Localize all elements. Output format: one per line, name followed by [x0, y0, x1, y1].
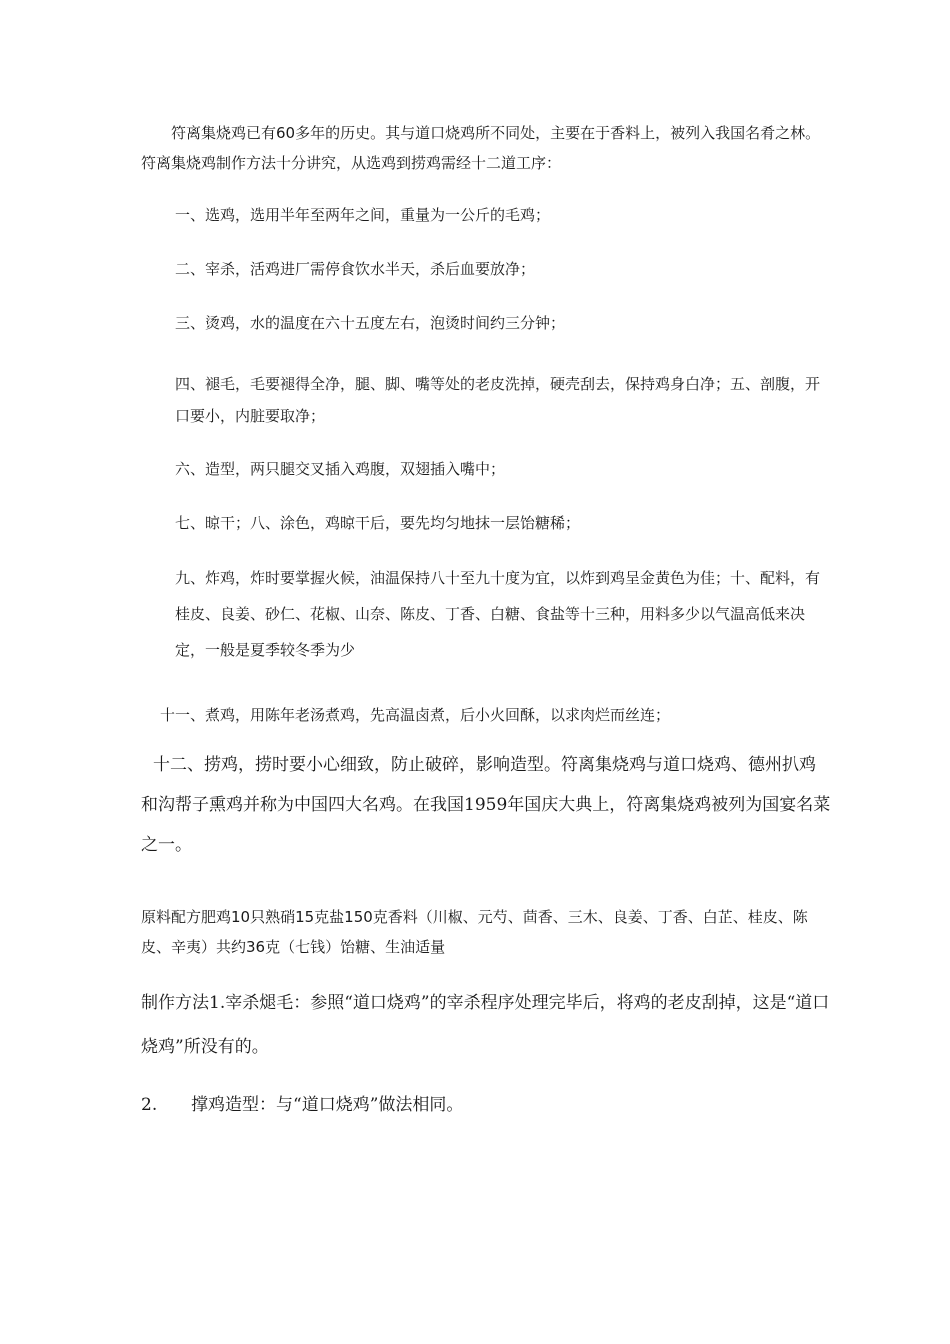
method-step-2 [141, 1087, 831, 1123]
step-4-5-pluck-and-gut: 四、褪毛，毛要褪得全净，腿、脚、嘴等处的老皮洗掉，硬壳刮去，保持鸡身白净；五、剖腹，开口要小，内脏要取净； [175, 375, 821, 425]
step-12-remove: 十二、捞鸡，捞时要小心细致，防止破碎，影响造型。符离集烧鸡与道口烧鸡、德州扒鸡和沟帮子熏鸡并称为中国四大名鸡。在我国1959年国庆大典上，符离集烧鸡被列为国宴名菜之一。 [141, 755, 831, 855]
step-7-8-dry-and-coat: 七、晾干；八、涂色，鸡晾干后，要先均匀地抹一层饴糖稀； [175, 514, 581, 532]
step-9-10-fry-and-season: 九、炸鸡，炸时要掌握火候，油温保持八十至九十度为宜，以炸到鸡呈金黄色为佳；十、配料，有桂皮、良姜、砂仁、花椒、山奈、陈皮、丁香、白糖、食盐等十三种，用料多少以气温高低来决定，一般是夏季较冬季为少 [175, 569, 821, 659]
step-6-shaping: 六、造型，两只腿交叉插入鸡腹，双翅插入嘴中； [175, 460, 506, 478]
step-11-boil: 十一、煮鸡，用陈年老汤煮鸡，先高温卤煮，后小火回酥，以求肉烂而丝连； [160, 706, 671, 724]
method-step-2-number: 2. [141, 1095, 158, 1115]
step-3-scald: 三、烫鸡，水的温度在六十五度左右，泡烫时间约三分钟； [175, 314, 566, 332]
method-step-1: 制作方法1.宰杀煺毛：参照“道口烧鸡”的宰杀程序处理完毕后，将鸡的老皮刮掉，这是“道口烧鸡”所没有的。 [141, 993, 830, 1057]
intro-paragraph: 符离集烧鸡已有60多年的历史。其与道口烧鸡所不同处，主要在于香料上，被列入我国名肴之林。符离集烧鸡制作方法十分讲究，从选鸡到捞鸡需经十二道工序： [141, 124, 821, 172]
method-step-2-text: 撑鸡造型：与“道口烧鸡”做法相同。 [191, 1095, 464, 1115]
recipe-ingredients: 原料配方肥鸡10只熟硝15克盐150克香料（川椒、元芍、茴香、三木、良姜、丁香、白芷、桂皮、陈皮、辛夷）共约36克（七钱）饴糖、生油适量 [141, 908, 808, 956]
step-2-slaughter: 二、宰杀，活鸡进厂需停食饮水半天，杀后血要放净； [175, 260, 536, 278]
step-1-select-chicken: 一、选鸡，选用半年至两年之间，重量为一公斤的毛鸡； [175, 206, 551, 224]
